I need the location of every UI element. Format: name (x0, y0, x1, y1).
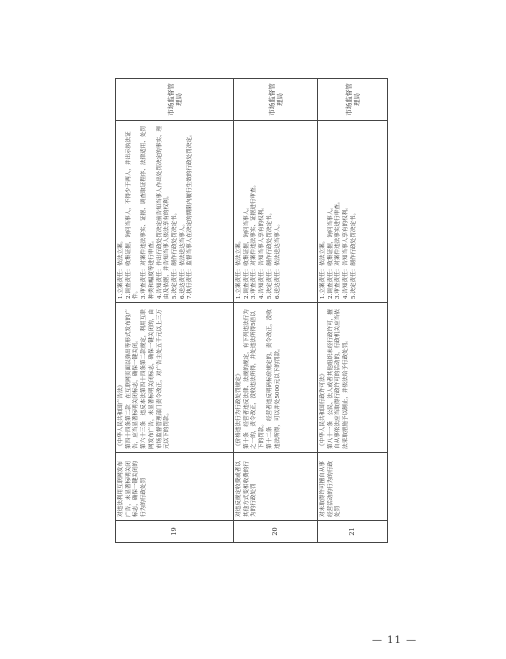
responsibility-line: 3.审查责任：对案件违法事实、证据进行审查。 (251, 181, 258, 299)
responsibility-line: 5.决定责任：制作行政处罚决定书。 (171, 209, 178, 299)
basis-line: 《中华人民共和国广告法》 (118, 381, 124, 449)
item-name: 对未取得许可擅自从事经营活动的行为的行政处罚 (318, 453, 388, 521)
row-number: 20 (234, 521, 318, 543)
basis-line: 《价格违法行为行政处罚规定》 (236, 370, 242, 449)
responsibility-line: 1.立案责任：依法立案。 (236, 237, 242, 299)
responsibility-line: 4.告知责任：告知当事人享有的权利。 (343, 204, 350, 299)
basis-line: 第六十三条 违反本法第四十四条第二款规定，利用互联网发布广告，未显著标明关闭标志，确保一键关闭的，由市场监督管理部门责令改正，对广告主处五千元以上三万元以下的罚款。 (141, 309, 171, 449)
basis-line: 第八十一条 公民、法人或者其他组织未经行政许可，擅自从事依法应当取得行政许可的活动的，行政机关应当依法采取措施予以制止，并依法给予行政处罚。 (327, 309, 350, 449)
basis-line: 第四十四条第二款 在互联网页面以弹出等形式发布的广告，应当显著标明关闭标志，确保一键关闭。 (125, 309, 140, 449)
responsible-unit: 市场监督管理局 (234, 79, 318, 121)
responsibility-line: 5.决定责任：制作行政处罚决定书。 (350, 209, 357, 299)
responsibility-line: 6.送达责任：依法送达当事人。 (179, 220, 186, 299)
responsible-unit: 市场监督管理局 (116, 79, 234, 121)
page-number: — 11 — (372, 635, 418, 646)
responsible-unit: 市场监督管理局 (318, 79, 388, 121)
item-name: 对违法利用互联网发布广告，未显著标明关闭标志，确保一键关闭的行为的行政处罚 (116, 453, 234, 521)
responsibility-line: 2.调查责任：收集证据，询问当事人。 (243, 204, 250, 299)
responsibility-line: 3.审查责任：对案件违法事实进行审查。 (335, 198, 342, 299)
table-rotator (115, 79, 387, 543)
table-row (318, 79, 388, 543)
legal-basis (234, 303, 318, 453)
responsibility-list (116, 121, 234, 303)
responsibility-line: 2.调查责任：收集证据，询问当事人，不得少于两人，并出示执法证件。 (125, 131, 140, 299)
responsibility-line: 1.立案责任：依法立案。 (118, 237, 124, 299)
row-number: 21 (318, 521, 388, 543)
table-row (234, 79, 318, 543)
row-number: 19 (116, 521, 234, 543)
responsibility-table (115, 78, 388, 543)
basis-line: 第十条 经营者违反法律、法规的规定，有下列违法行为之一的，责令改正，没收违法所得，并处违法所得5倍以下的罚款。 (243, 309, 266, 449)
responsibility-line: 2.调查责任：收集证据，询问当事人。 (327, 204, 334, 299)
responsibility-line: 6.送达责任：依法送达当事人。 (274, 220, 281, 299)
responsibility-line: 1.立案责任：依法立案。 (320, 237, 326, 299)
responsibility-line: 5.决定责任：制作行政处罚决定书。 (266, 209, 273, 299)
legal-basis (116, 303, 234, 453)
item-name: 对违反规定收费或者以其他方式变相收费的行为的行政处罚 (234, 453, 318, 521)
legal-basis (318, 303, 388, 453)
responsibility-line: 4.告知责任：作出行政处罚决定前告知当事人作出处罚决定的事实、理由及依据，并告知当事人依法享有的权利。 (156, 125, 171, 299)
responsibility-line: 4.告知责任：告知当事人享有的权利。 (259, 204, 266, 299)
basis-line: 第十二条 经营者违反明码标价规定的，责令改正，没收违法所得，可以并处5000元以下的罚款。 (266, 309, 281, 449)
basis-line: 《中华人民共和国行政许可法》 (320, 370, 326, 449)
rotated-table-region (115, 79, 387, 543)
responsibility-line: 3.审查责任：对案件违法事实、证据、调查取证程序、法律适用、处罚种类和幅度等进行审查。 (141, 125, 155, 299)
responsibility-line: 7.执行责任：监督当事人在决定的期限内履行生效的行政处罚决定。 (187, 131, 194, 299)
responsibility-list (234, 121, 318, 303)
table-row (116, 79, 234, 543)
responsibility-list (318, 121, 388, 303)
